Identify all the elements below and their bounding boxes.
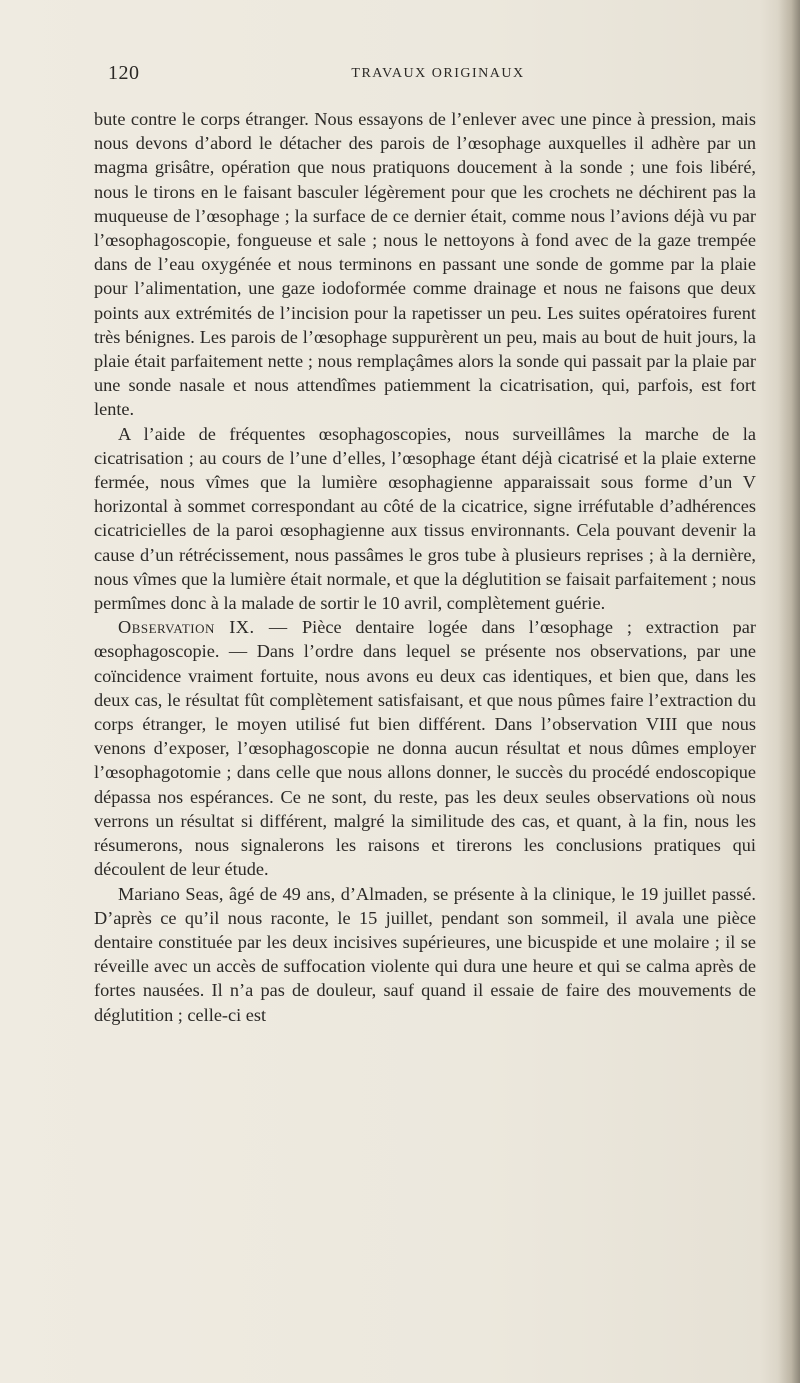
page-number: 120 <box>108 62 140 84</box>
paragraph-1: bute contre le corps étranger. Nous essayons de l’enlever avec une pince à pression, mais nous devons d’abord le détacher des parois de l’œsophage auxquelles il adhère par un magma grisâtre, opération que nous pratiquons doucement à la sonde ; une fois libéré, nous le tirons en le faisant basculer légèrement pour que les crochets ne déchirent pas la muqueuse de l’œsophage ; la surface de ce dernier était, comme nous l’avions déjà vu par l’œsophagoscopie, fongueuse et sale ; nous le nettoyons à fond avec de la gaze trempée dans de l’eau oxygénée et nous terminons en passant une sonde de gomme par la plaie pour l’alimentation, une gaze iodoformée comme drainage et nous ne faisons que deux points aux extrémités de l’incision pour la rapetisser un peu. Les suites opératoires furent très bénignes. Les parois de l’œsophage suppurèrent un peu, mais au bout de huit jours, la plaie était parfaitement nette ; nous remplaçâmes alors la sonde qui passait par la plaie par une sonde nasale et nous attendîmes patiemment la cicatrisation, qui, parfois, est fort lente. <box>94 109 756 420</box>
paragraph-3-text: Pièce dentaire logée dans l’œsophage ; extraction par œsophagoscopie. — Dans l’ordre dans lequel se présente nos observations, par une coïncidence vraiment fortuite, nous avons eu deux cas identiques, et bien que, dans les deux cas, le résultat fût complètement satisfaisant, et que nous pûmes faire l’extraction du corps étranger, le moyen utilisé fut bien différent. Dans l’observation VIII que nous venons d’exposer, l’œsophagoscopie ne donna aucun résultat et nous dûmes employer l’œsophagotomie ; dans celle que nous allons donner, le succès du procédé endoscopique dépassa nos espérances. Ce ne sont, du reste, pas les deux seules observations où nous verrons un résultat si différent, malgré la similitude des cas, et quant, à la fin, nous les résumerons, nous signalerons les raisons et tirerons les conclusions pratiques qui découlent de leur étude. <box>94 617 756 880</box>
page-edge-shadow <box>778 0 800 1383</box>
body-text <box>94 107 756 1027</box>
paragraph-2: A l’aide de fréquentes œsophagoscopies, nous surveillâmes la marche de la cicatrisation ; au cours de l’une d’elles, l’œsophage étant déjà cicatrisé et la plaie externe fermée, nous vîmes que la lumière œsophagienne apparaissait sous forme d’un V horizontal à sommet correspondant au côté de la cicatrice, signe irréfutable d’adhérences cicatricielles de la paroi œsophagienne aux tissus environnants. Cela pouvant devenir la cause d’un rétrécissement, nous passâmes le gros tube à plusieurs reprises ; à la dernière, nous vîmes que la lumière était normale, et que la déglutition se faisait parfaitement ; nous permîmes donc à la malade de sortir le 10 avril, complètement guérie. <box>94 423 756 614</box>
running-title: TRAVAUX ORIGINAUX <box>351 66 525 81</box>
page-header <box>108 62 768 86</box>
observation-heading: Observation IX. — <box>118 617 302 638</box>
paragraph-4: Mariano Seas, âgé de 49 ans, d’Almaden, se présente à la clinique, le 19 juillet passé. D’après ce qu’il nous raconte, le 15 juillet, pendant son sommeil, il avala une pièce dentaire constituée par les deux incisives supérieures, une bicuspide et une molaire ; il se réveille avec un accès de suffocation violente qui dura une heure et qui se calma après de fortes nausées. Il n’a pas de douleur, sauf quand il essaie de faire des mouvements de déglutition ; celle-ci est <box>94 883 756 1025</box>
paragraph-3 <box>94 615 756 881</box>
